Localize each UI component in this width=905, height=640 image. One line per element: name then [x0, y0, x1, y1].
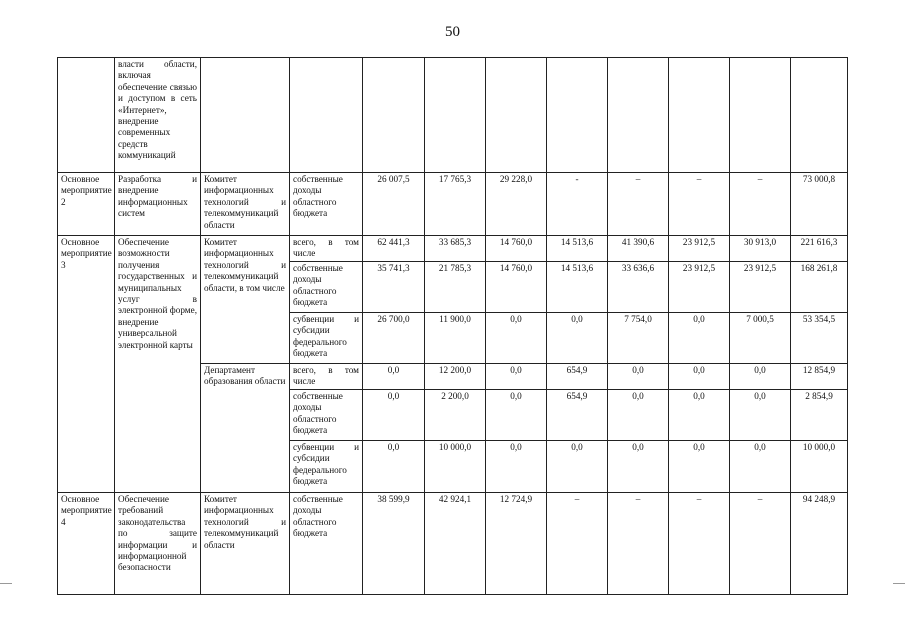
value-cell: 38 599,9 — [363, 493, 425, 595]
value-cell: 42 924,1 — [425, 493, 486, 595]
value-cell: 14 513,6 — [547, 236, 608, 262]
value-cell: 12 200,0 — [425, 364, 486, 390]
value-cell: 0,0 — [608, 364, 669, 390]
total-cell: 53 354,5 — [791, 313, 848, 364]
description-cell: Разработка и внедрение информационных систем — [115, 173, 201, 236]
source-cell — [290, 58, 363, 173]
value-cell: - — [547, 173, 608, 236]
value-cell: 26 700,0 — [363, 313, 425, 364]
value-cell: 30 913,0 — [730, 236, 791, 262]
value-cell: 21 785,3 — [425, 262, 486, 313]
description-cell: Обеспечение требований законодательства по защите информации и информационной безопасности — [115, 493, 201, 595]
executor-cell — [201, 58, 290, 173]
value-cell: 0,0 — [547, 313, 608, 364]
value-cell: 14 513,6 — [547, 262, 608, 313]
value-cell: 0,0 — [608, 390, 669, 441]
executor-cell: Комитет информационных технологий и телекоммуникаций области — [201, 493, 290, 595]
value-cell: 62 441,3 — [363, 236, 425, 262]
value-cell: 10 000,0 — [425, 441, 486, 493]
value-cell: 41 390,6 — [608, 236, 669, 262]
value-cell — [425, 58, 486, 173]
budget-table — [57, 57, 848, 595]
value-cell: 0,0 — [730, 390, 791, 441]
source-cell: всего, в том числе — [290, 364, 363, 390]
table-row — [58, 58, 848, 173]
total-cell: 73 000,8 — [791, 173, 848, 236]
value-cell: 7 000,5 — [730, 313, 791, 364]
source-cell: субвенции и субсидии федерального бюджета — [290, 441, 363, 493]
value-cell: 0,0 — [486, 364, 547, 390]
scan-mark-left — [0, 583, 12, 584]
value-cell — [363, 58, 425, 173]
value-cell: – — [547, 493, 608, 595]
value-cell — [547, 58, 608, 173]
value-cell: 7 754,0 — [608, 313, 669, 364]
source-cell: собственные доходы областного бюджета — [290, 493, 363, 595]
value-cell: 35 741,3 — [363, 262, 425, 313]
value-cell: – — [730, 173, 791, 236]
value-cell: 33 636,6 — [608, 262, 669, 313]
value-cell: 23 912,5 — [669, 262, 730, 313]
value-cell: 14 760,0 — [486, 236, 547, 262]
value-cell: – — [669, 493, 730, 595]
value-cell: – — [730, 493, 791, 595]
page-number: 50 — [445, 24, 460, 40]
source-cell: субвенции и субсидии федерального бюджета — [290, 313, 363, 364]
value-cell — [486, 58, 547, 173]
value-cell: 0,0 — [486, 313, 547, 364]
source-cell: собственные доходы областного бюджета — [290, 262, 363, 313]
value-cell — [730, 58, 791, 173]
value-cell: 26 007,5 — [363, 173, 425, 236]
event-cell: Основное мероприятие 4 — [58, 493, 115, 595]
total-cell: 12 854,9 — [791, 364, 848, 390]
description-cell: власти области, включая обеспечение связью и доступом в сеть «Интернет», внедрение современных средств коммуникаций — [115, 58, 201, 173]
value-cell: 0,0 — [547, 441, 608, 493]
value-cell: – — [608, 493, 669, 595]
executor-cell: Департамент образования области — [201, 364, 290, 493]
source-cell: собственные доходы областного бюджета — [290, 390, 363, 441]
value-cell: 23 912,5 — [669, 236, 730, 262]
value-cell: 0,0 — [363, 390, 425, 441]
event-cell — [58, 58, 115, 173]
total-cell: 168 261,8 — [791, 262, 848, 313]
value-cell: 654,9 — [547, 364, 608, 390]
value-cell: 0,0 — [363, 441, 425, 493]
value-cell: 2 200,0 — [425, 390, 486, 441]
value-cell: 17 765,3 — [425, 173, 486, 236]
value-cell — [669, 58, 730, 173]
executor-cell: Комитет информационных технологий и телекоммуникаций области, в том числе — [201, 236, 290, 364]
event-cell: Основное мероприятие 2 — [58, 173, 115, 236]
value-cell: 0,0 — [486, 441, 547, 493]
value-cell: 33 685,3 — [425, 236, 486, 262]
value-cell: 0,0 — [608, 441, 669, 493]
value-cell: 23 912,5 — [730, 262, 791, 313]
value-cell: 0,0 — [486, 390, 547, 441]
value-cell: 29 228,0 — [486, 173, 547, 236]
scan-mark-right — [893, 583, 905, 584]
total-cell — [791, 58, 848, 173]
value-cell: 0,0 — [669, 364, 730, 390]
total-cell: 94 248,9 — [791, 493, 848, 595]
description-cell: Обеспечение возможности получения государственных и муниципальных услуг в электронной форме, внедрение универсальной электронной карты — [115, 236, 201, 493]
value-cell: 0,0 — [669, 390, 730, 441]
total-cell: 2 854,9 — [791, 390, 848, 441]
value-cell: 0,0 — [730, 364, 791, 390]
event-cell: Основное мероприятие 3 — [58, 236, 115, 493]
value-cell: – — [608, 173, 669, 236]
value-cell: 0,0 — [363, 364, 425, 390]
value-cell: 12 724,9 — [486, 493, 547, 595]
table-row — [58, 236, 848, 262]
source-cell: собственные доходы областного бюджета — [290, 173, 363, 236]
table-row — [58, 493, 848, 595]
table-row — [58, 173, 848, 236]
value-cell: 0,0 — [669, 313, 730, 364]
value-cell: – — [669, 173, 730, 236]
value-cell: 0,0 — [669, 441, 730, 493]
value-cell: 0,0 — [730, 441, 791, 493]
source-cell: всего, в том числе — [290, 236, 363, 262]
value-cell: 14 760,0 — [486, 262, 547, 313]
total-cell: 10 000,0 — [791, 441, 848, 493]
value-cell: 654,9 — [547, 390, 608, 441]
value-cell: 11 900,0 — [425, 313, 486, 364]
total-cell: 221 616,3 — [791, 236, 848, 262]
executor-cell: Комитет информационных технологий и телекоммуникаций области — [201, 173, 290, 236]
value-cell — [608, 58, 669, 173]
